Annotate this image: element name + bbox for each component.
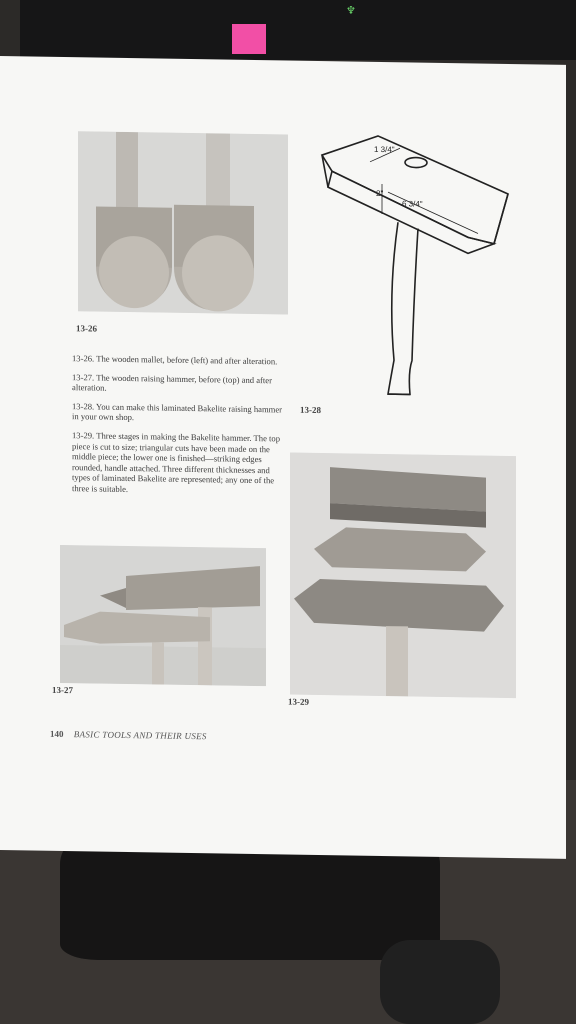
sticky-note — [232, 24, 266, 54]
photo-wooden-raising-hammer — [60, 545, 266, 686]
figure-label-13-27: 13-27 — [52, 684, 73, 696]
caption-13-29: 13-29. Three stages in making the Bakelite hammer. The top piece is cut to size; triangular cuts have been made on the middle piece; the lower one is finished—striking edges rounded, handle attached. Three different thicknesses and types of laminated Bakelite are represented; any one of the three is suitable. — [72, 430, 281, 494]
running-title: BASIC TOOLS AND THEIR USES — [73, 729, 207, 742]
page-number: 140 — [50, 728, 64, 739]
status-led-icon: ♆ — [346, 4, 356, 17]
dimension-height: 2" — [376, 188, 384, 199]
caption-13-26: 13-26. The wooden mallet, before (left) and after alteration. — [72, 353, 278, 367]
figure-label-13-26: 13-26 — [76, 323, 97, 334]
captions-block — [72, 353, 284, 505]
page-footer — [50, 729, 207, 741]
caption-13-28: 13-28. You can make this laminated Bakelite raising hammer in your own shop. — [72, 400, 283, 423]
caption-13-27: 13-27. The wooden raising hammer, before (top) and after alteration. — [72, 371, 272, 393]
figure-label-13-29: 13-29 — [288, 696, 309, 707]
drawing-bakelite-hammer — [318, 131, 518, 414]
figure-label-13-28: 13-28 — [300, 404, 321, 416]
cable — [380, 940, 500, 1024]
dimension-length: 6 3/4" — [402, 199, 423, 209]
dimension-width: 1 3/4" — [374, 144, 395, 155]
photo-bakelite-hammer-stages — [290, 453, 516, 699]
monitor-bezel — [20, 0, 576, 60]
book-page — [0, 56, 566, 859]
photo-wooden-mallet — [78, 131, 288, 314]
